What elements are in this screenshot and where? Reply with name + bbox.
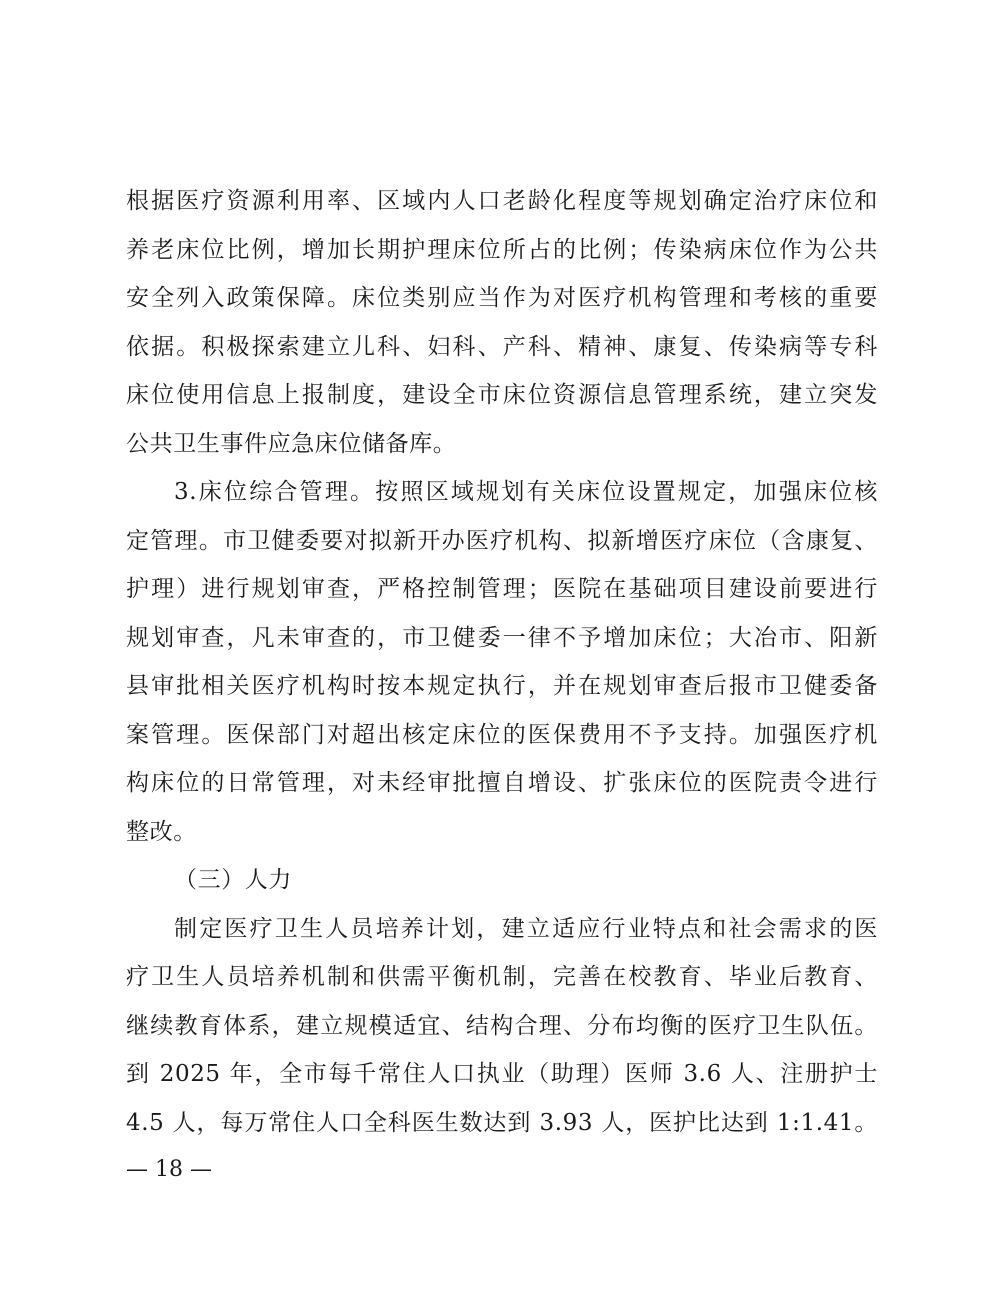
paragraph-bed-management [126, 468, 878, 856]
paragraph-line: 继续教育体系，建立规模适宜、结构合理、分布均衡的医疗卫生队伍。 [126, 1012, 878, 1039]
paragraph-human-resources [126, 905, 878, 1148]
paragraph-line: 整改。 [126, 818, 197, 845]
paragraph-line: 4.5 人，每万常住人口全科医生数达到 3.93 人，医护比达到 1:1.41。 [126, 1109, 878, 1136]
paragraph-line: 护理）进行规划审查，严格控制管理；医院在基础项目建设前要进行 [126, 576, 878, 602]
paragraph-line: 构床位的日常管理，对未经审批擅自增设、扩张床位的医院责令进行 [126, 770, 878, 796]
paragraph-line: 养老床位比例，增加长期护理床位所占的比例；传染病床位作为公共 [126, 236, 878, 263]
paragraph-line: 到 2025 年，全市每千常住人口执业（助理）医师 3.6 人、注册护士 [126, 1061, 878, 1087]
paragraph-line: 公共卫生事件应急床位储备库。 [126, 430, 457, 457]
paragraph-line: 规划审查，凡未审查的，市卫健委一律不予增加床位；大冶市、阳新 [126, 624, 878, 651]
paragraph-line: 根据医疗资源利用率、区域内人口老龄化程度等规划确定治疗床位和 [126, 188, 878, 214]
paragraph-line: 制定医疗卫生人员培养计划，建立适应行业特点和社会需求的医 [174, 915, 878, 942]
section-heading: （三）人力 [174, 867, 292, 893]
paragraph-line: 县审批相关医疗机构时按本规定执行，并在规划审查后报市卫健委备 [126, 673, 878, 699]
page-number: — 18 — [126, 1157, 212, 1182]
paragraph-line: 疗卫生人员培养机制和供需平衡机制，完善在校教育、毕业后教育、 [126, 964, 878, 990]
paragraph-beds-ratio [126, 177, 878, 468]
paragraph-line: 案管理。医保部门对超出核定床位的医保费用不予支持。加强医疗机 [126, 721, 878, 748]
paragraph-line: 床位使用信息上报制度，建设全市床位资源信息管理系统，建立突发 [126, 382, 878, 408]
paragraph-line: 3.床位综合管理。按照区域规划有关床位设置规定，加强床位核 [174, 479, 878, 505]
body-text [126, 177, 878, 1147]
paragraph-line: 定管理。市卫健委要对拟新开办医疗机构、拟新增医疗床位（含康复、 [126, 527, 878, 554]
paragraph-line: 依据。积极探索建立儿科、妇科、产科、精神、康复、传染病等专科 [126, 333, 878, 360]
paragraph-line: 安全列入政策保障。床位类别应当作为对医疗机构管理和考核的重要 [126, 285, 878, 311]
